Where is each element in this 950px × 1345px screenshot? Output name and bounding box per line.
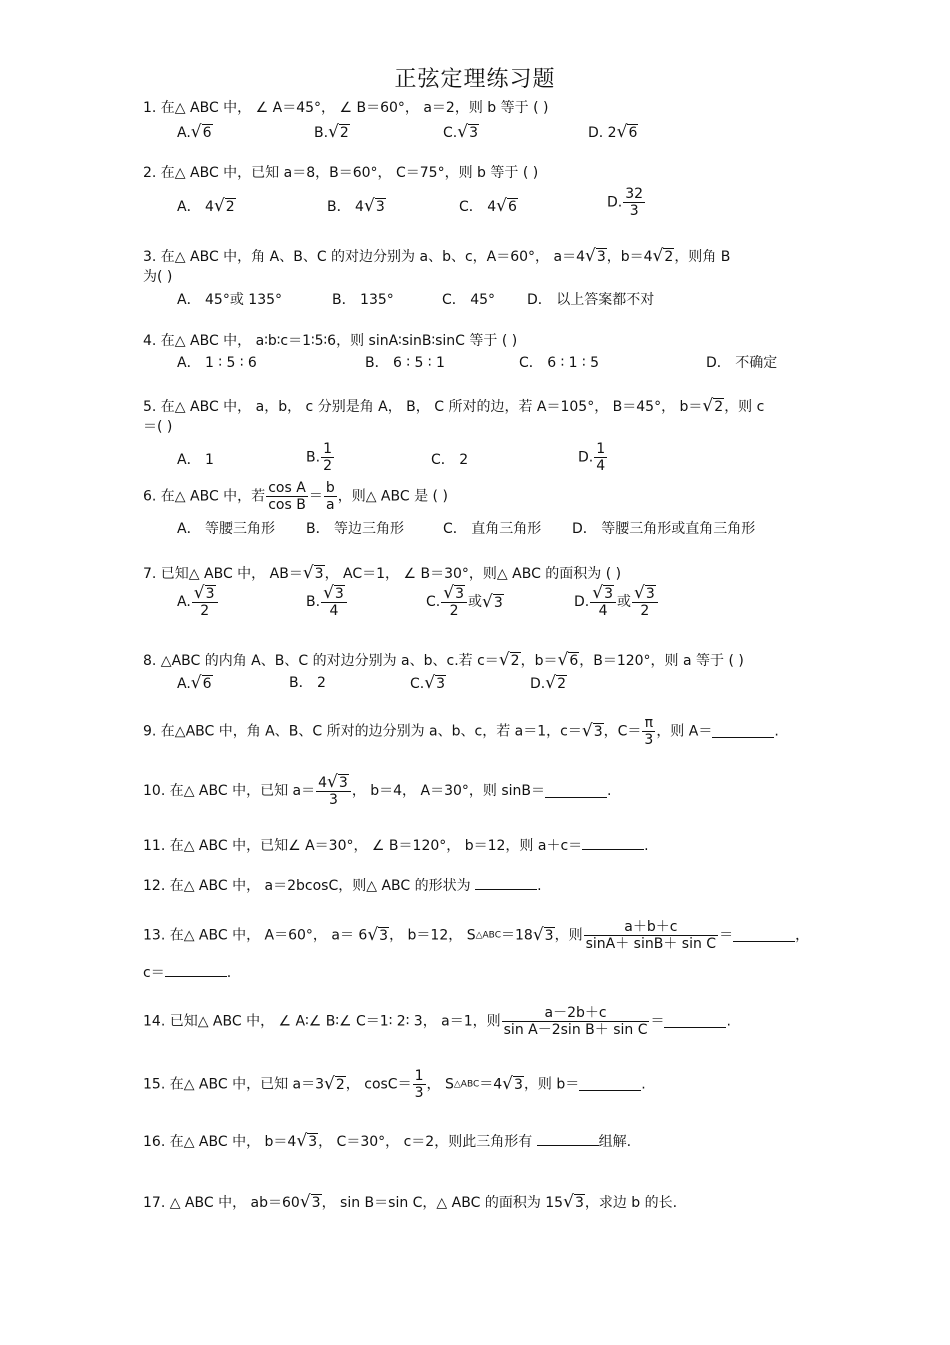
question-16: 16. 在△ ABC 中， b＝4√3， C＝30°， c＝2，则此三角形有 组解. — [143, 1131, 632, 1151]
q7-option-c: C. $\frac{√3}{2}$ 或√3 — [426, 583, 503, 619]
answer-blank — [165, 964, 227, 977]
answer-blank — [537, 1133, 599, 1146]
q8-option-a: A.√6 — [177, 673, 212, 693]
q8-option-d: D.√2 — [530, 673, 566, 693]
q3-option-b: B． 135° — [332, 292, 394, 308]
q5-option-b: B. $\frac{1}{2}$ — [306, 441, 332, 474]
q4-option-c: C． 6 ∶ 1 ∶ 5 — [519, 355, 600, 371]
q5-option-c: C． 2 — [431, 452, 469, 468]
q7-option-b: B. $\frac{√3}{4}$ — [306, 585, 348, 619]
q4-option-b: B． 6 ∶ 5 ∶ 1 — [365, 355, 445, 371]
question-8: 8. △ABC 的内角 A、B、C 的对边分别为 a、b、c.若 c＝√2，b＝√6，B＝120°，则 a 等于 ( ) — [143, 650, 744, 670]
q6-option-d: D． 等腰三角形或直角三角形 — [572, 521, 756, 537]
q1-option-d: D. 2√6 — [588, 122, 638, 142]
q5-option-a: A． 1 — [177, 452, 214, 468]
answer-blank — [545, 785, 607, 798]
q6-option-a: A． 等腰三角形 — [177, 521, 276, 537]
page-title: 正弦定理练习题 — [394, 67, 556, 92]
question-5: 5. 在△ ABC 中， a，b， c 分别是角 A， B， C 所对的边，若 A＝105°， B＝45°， b＝√2，则 c — [143, 396, 765, 416]
question-3: 3. 在△ ABC 中，角 A、B、C 的对边分别为 a、b、c，A＝60°， a＝4√3，b＝4√2，则角 B — [143, 246, 731, 266]
question-13-line2: c＝ . — [143, 965, 232, 981]
answer-blank — [579, 1078, 641, 1091]
question-2: 2. 在△ ABC 中，已知 a＝8，B＝60°， C＝75°，则 b 等于 ( ) — [143, 165, 539, 181]
q1-option-a: A.√6 — [177, 122, 212, 142]
question-13: 13. 在△ ABC 中， A＝60°， a＝ 6√3， b＝12， S△ABC＝18√3，则 $\frac{a+b+c}{\text{sinA＋ sinB＋ sin C}}$ ＝ ， — [143, 919, 810, 952]
question-11: 11. 在△ ABC 中，已知∠ A＝30°， ∠ B＝120°， b＝12，则 a＋c＝ . — [143, 838, 649, 854]
q4-option-d: D． 不确定 — [706, 355, 778, 371]
q5-option-d: D. $\frac{1}{4}$ — [578, 441, 606, 474]
q2-option-c: C． 4√6 — [459, 196, 517, 216]
question-5-line2: ＝( ) — [143, 419, 173, 435]
q8-option-c: C.√3 — [410, 673, 445, 693]
q7-option-a: A. $\frac{√3}{2}$ — [177, 585, 219, 619]
q1-option-b: B.√2 — [314, 122, 349, 142]
question-14: 14. 已知△ ABC 中， ∠ A∶∠ B∶∠ C＝1∶ 2∶ 3， a＝1，则 $\frac{a-2b+c}{\text{sin A－2sin B＋ sin C}}$ ＝ . — [143, 1005, 731, 1038]
answer-blank — [664, 1015, 726, 1028]
q2-option-b: B． 4√3 — [327, 196, 385, 216]
question-3-line2: 为( ) — [143, 269, 173, 285]
question-6: 6. 在△ ABC 中，若 $\frac{\text{cos A}}{\text{cos B}}$ ＝ $\frac{b}{a}$ ，则△ ABC 是 ( ) — [143, 480, 448, 513]
answer-blank — [712, 725, 774, 738]
question-10: 10. 在△ ABC 中，已知 a＝ $\frac{4√3}{3}$ ， b＝4， A＝30°，则 sinB＝ . — [143, 772, 612, 808]
q8-option-b: B． 2 — [289, 675, 326, 691]
q1-option-c: C.√3 — [443, 122, 478, 142]
q2-option-d: D. $\frac{32}{3}$ — [607, 186, 644, 219]
q6-option-b: B． 等边三角形 — [306, 521, 405, 537]
question-7: 7. 已知△ ABC 中， AB＝√3， AC＝1， ∠ B＝30°，则△ ABC 的面积为 ( ) — [143, 563, 622, 583]
question-12: 12. 在△ ABC 中， a＝2bcosC，则△ ABC 的形状为 . — [143, 878, 542, 894]
q7-option-d: D. $\frac{√3}{4}$ 或 $\frac{√3}{2}$ — [574, 585, 659, 619]
question-17: 17. △ ABC 中， ab＝60√3， sin B＝sin C，△ ABC 的面积为 15√3，求边 b 的长. — [143, 1192, 678, 1212]
answer-blank — [582, 837, 644, 850]
q4-option-a: A． 1 ∶ 5 ∶ 6 — [177, 355, 257, 371]
q2-option-a: A． 4√2 — [177, 196, 235, 216]
question-1: 1. 在△ ABC 中， ∠ A＝45°， ∠ B＝60°， a＝2，则 b 等于 ( ) — [143, 100, 549, 116]
q6-option-c: C． 直角三角形 — [443, 521, 542, 537]
question-15: 15. 在△ ABC 中，已知 a＝3√2， cosC＝ $\frac{1}{3}$ ， S△ABC＝4√3，则 b＝ . — [143, 1068, 646, 1101]
answer-blank — [733, 929, 795, 942]
q3-option-c: C． 45° — [442, 292, 496, 308]
q3-option-d: D． 以上答案都不对 — [527, 292, 655, 308]
answer-blank — [475, 877, 537, 890]
question-4: 4. 在△ ABC 中， a∶b∶c＝1∶5∶6，则 sinA∶sinB∶sinC 等于 ( ) — [143, 333, 518, 349]
question-9: 9. 在△ABC 中，角 A、B、C 所对的边分别为 a、b、c，若 a＝1，c＝√3，C＝ $\frac{\pi}{3}$ ，则 A＝ . — [143, 715, 779, 748]
q3-option-a: A． 45°或 135° — [177, 292, 283, 308]
